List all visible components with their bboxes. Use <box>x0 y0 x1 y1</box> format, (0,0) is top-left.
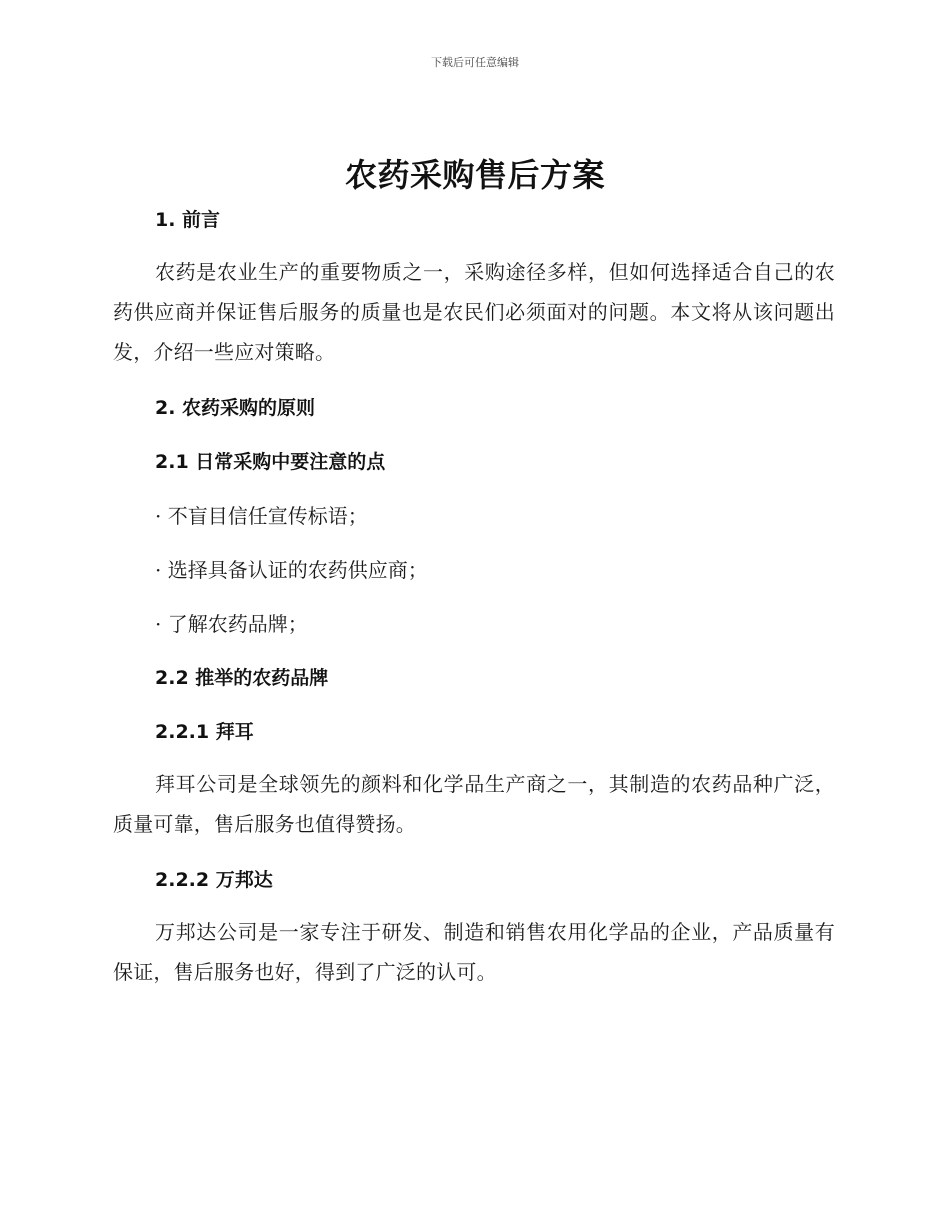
list-item: · 不盲目信任宣传标语； <box>155 504 368 528</box>
document-title: 农药采购售后方案 <box>344 156 605 194</box>
section-heading-daily-purchase: 2.1 日常采购中要注意的点 <box>155 451 386 473</box>
section-heading-wanbangda: 2.2.2 万邦达 <box>155 869 273 891</box>
section-heading-bayer: 2.2.1 拜耳 <box>155 721 254 743</box>
section-heading-principles: 2. 农药采购的原则 <box>155 397 316 419</box>
list-item: · 了解农药品牌； <box>155 612 308 636</box>
paragraph-preface: 农药是农业生产的重要物质之一，采购途径多样，但如何选择适合自己的农药供应商并保证售后服务的质量也是农民们必须面对的问题。本文将从该问题出发，介绍一些应对策略。 <box>113 260 835 364</box>
section-heading-brands: 2.2 推举的农药品牌 <box>155 667 329 689</box>
paragraph-bayer: 拜耳公司是全球领先的颜料和化学品生产商之一，其制造的农药品种广泛，质量可靠，售后服务也值得赞扬。 <box>113 772 835 836</box>
header-note: 下载后可任意编辑 <box>431 56 519 69</box>
paragraph-wanbangda: 万邦达公司是一家专注于研发、制造和销售农用化学品的企业，产品质量有保证，售后服务也好，得到了广泛的认可。 <box>113 920 835 984</box>
list-item: · 选择具备认证的农药供应商； <box>155 558 428 582</box>
document-body <box>113 198 835 992</box>
section-heading-preface: 1. 前言 <box>155 209 221 231</box>
